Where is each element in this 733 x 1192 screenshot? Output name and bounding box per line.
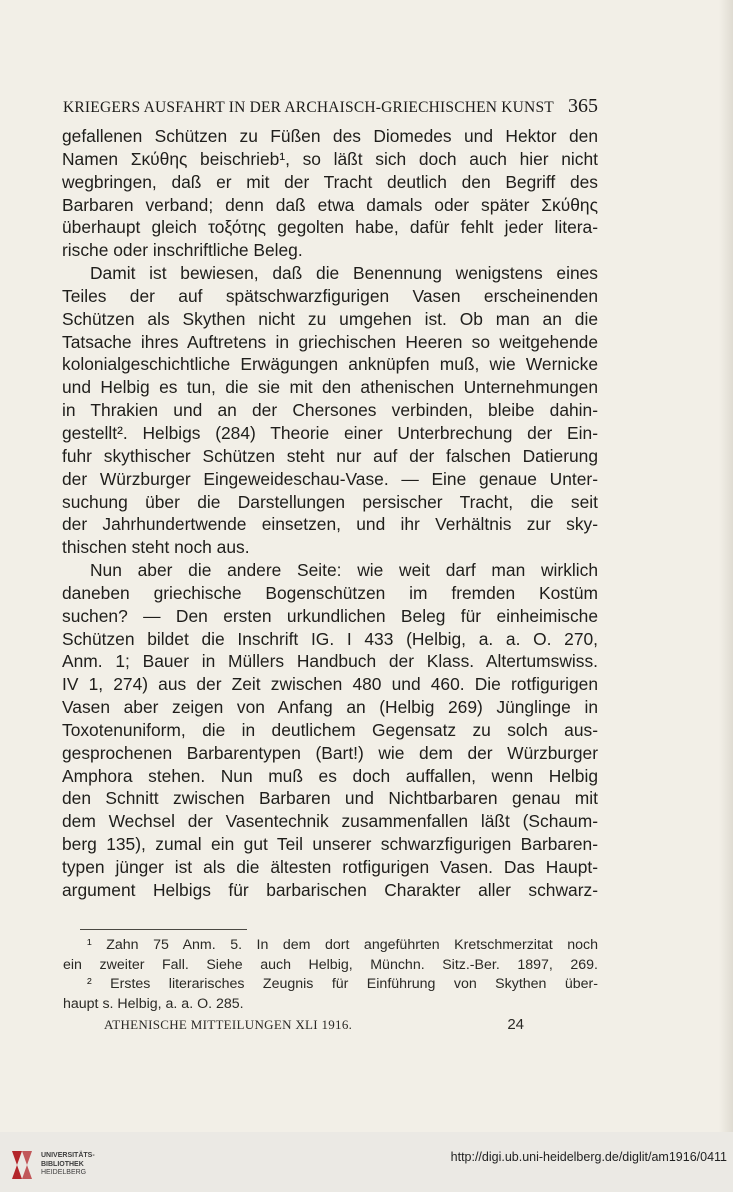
text-line: Damit ist bewiesen, daß die Benennung wenigstens eines (90, 263, 598, 284)
text-line: Schützen als Skythen nicht zu umgehen ist. Ob man an die (62, 308, 598, 329)
signature-text: ATHENISCHE MITTEILUNGEN XLI 1916. (104, 1017, 353, 1032)
text-line: suchung über die Darstellungen persischer Tracht, die seit (62, 491, 598, 512)
running-title: KRIEGERS AUSFAHRT IN DER ARCHAISCH-GRIECHISCHEN KUNST (63, 99, 554, 116)
text-line: wegbringen, daß er mit der Tracht deutlich den Begriff des (62, 171, 598, 192)
text-line: Anm. 1; Bauer in Müllers Handbuch der Klass. Altertumswiss. (62, 651, 598, 672)
text-line: berg 135), zumal ein gut Teil unserer schwarzfigurigen Barbaren- (62, 834, 598, 855)
printer-signature (104, 1016, 524, 1033)
text-line: Namen Σκύθης beischrieb¹, so läßt sich doch auch hier nicht (62, 148, 598, 169)
page-number: 365 (568, 95, 598, 117)
text-line: Toxotenuniform, die in deutlichem Gegensatz zu solch aus- (62, 719, 598, 740)
text-line: der Würzburger Eingeweideschau-Vase. — Eine genaue Unter- (62, 468, 598, 489)
text-line: typen jünger ist als die ältesten rotfigurigen Vasen. Das Haupt- (62, 857, 598, 877)
footnote-line: ² Erstes literarisches Zeugnis für Einführung von Skythen über- (87, 976, 598, 993)
page-edge-shadow (719, 0, 733, 1132)
library-line-2: BIBLIOTHEK (41, 1160, 84, 1168)
text-line: Amphora stehen. Nun muß es doch auffallen, wenn Helbig (62, 765, 598, 786)
text-line: thischen steht noch aus. (62, 537, 250, 558)
text-line: suchen? — Den ersten urkundlichen Beleg für einheimische (62, 605, 598, 626)
text-line: Barbaren verband; denn daß etwa damals oder später Σκύθης (62, 194, 598, 215)
text-line: IV 1, 274) aus der Zeit zwischen 480 und 460. Die rotfigurigen (62, 674, 598, 695)
text-line: rische oder inschriftliche Beleg. (62, 240, 303, 261)
library-logo[interactable] (8, 1145, 128, 1185)
text-line: dem Wechsel der Vasentechnik zusammenfallen läßt (Schaum- (62, 811, 598, 832)
text-line: Tatsache ihres Auftretens in griechischen Heeren so weitgehende (62, 331, 598, 352)
footnote-rule (80, 929, 247, 930)
text-line: Teiles der auf spätschwarzfigurigen Vasen erscheinenden (62, 285, 598, 306)
text-line: der Jahrhundertwende einsetzen, und ihr Verhältnis zur sky- (62, 514, 598, 535)
text-line: überhaupt gleich τοξότης gegolten habe, dafür fehlt jeder litera- (62, 217, 598, 238)
text-line: Nun aber die andere Seite: wie weit darf man wirklich (90, 560, 598, 581)
library-emblem-icon (8, 1148, 36, 1182)
signature-number: 24 (507, 1016, 524, 1033)
body-text (62, 125, 598, 902)
text-line: in Thrakien und an der Chersones verbinden, bleibe dahin- (62, 400, 598, 421)
library-line-3: HEIDELBERG (41, 1169, 87, 1177)
text-line: gefallenen Schützen zu Füßen des Diomedes und Hektor den (62, 126, 598, 146)
footnote-line: ¹ Zahn 75 Anm. 5. In dem dort angeführten Kretschmerzitat noch (87, 937, 598, 953)
running-head (63, 95, 598, 119)
footnotes (63, 936, 598, 1014)
footnote-line: ein zweiter Fall. Siehe auch Helbig, Münchn. Sitz.-Ber. 1897, 269. (63, 956, 598, 973)
text-line: und Helbig es tun, die sie mit den athenischen Unternehmungen (62, 377, 598, 398)
text-line: gesprochenen Barbarentypen (Bart!) wie dem der Würzburger (62, 742, 598, 763)
viewer-footer (0, 1132, 733, 1192)
text-line: argument Helbigs für barbarischen Charakter aller schwarz- (62, 879, 598, 900)
source-url-link[interactable]: http://digi.ub.uni-heidelberg.de/diglit/am1916/0411 (450, 1150, 727, 1164)
footnote-line: haupt s. Helbig, a. a. O. 285. (63, 995, 244, 1012)
text-line: den Schnitt zwischen Barbaren und Nichtbarbaren genau mit (62, 788, 598, 809)
text-line: daneben griechische Bogenschützen im fremden Kostüm (62, 582, 598, 603)
text-line: Vasen aber zeigen von Anfang an (Helbig 269) Jünglinge in (62, 697, 598, 718)
text-line: Schützen bildet die Inschrift IG. I 433 (Helbig, a. a. O. 270, (62, 628, 598, 649)
library-name (41, 1152, 95, 1178)
text-line: gestellt². Helbigs (284) Theorie einer Unterbrechung der Ein- (62, 422, 598, 443)
text-line: fuhr skythischer Schützen steht nur auf der falschen Datierung (62, 445, 598, 466)
text-line: kolonialgeschichtliche Erwägungen anknüpfen muß, wie Wernicke (62, 354, 598, 375)
library-line-1: UNIVERSITÄTS- (41, 1152, 95, 1160)
